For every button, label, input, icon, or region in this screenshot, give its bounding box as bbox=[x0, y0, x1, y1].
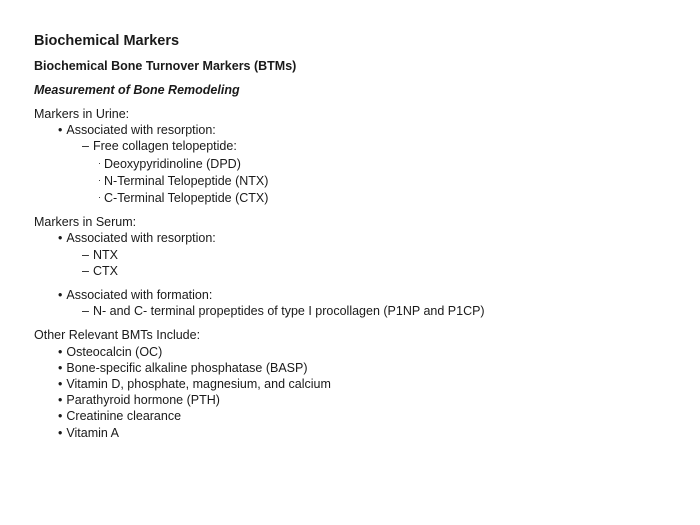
other-item-creatinine: Creatinine clearance bbox=[66, 409, 182, 424]
dash-marker: – bbox=[82, 263, 89, 278]
list-item bbox=[34, 172, 684, 189]
serum-resorption-label: Associated with resorption: bbox=[66, 231, 216, 246]
urine-item-ntx: N-Terminal Telopeptide (NTX) bbox=[104, 173, 269, 188]
page-title: Biochemical Markers bbox=[34, 33, 180, 49]
dash-marker: – bbox=[82, 247, 89, 262]
list-item bbox=[34, 138, 684, 154]
list-item bbox=[34, 247, 684, 263]
other-item-vitamin-d: Vitamin D, phosphate, magnesium, and calcium bbox=[66, 377, 331, 392]
other-heading: Other Relevant BMTs Include: bbox=[34, 328, 201, 343]
list-item bbox=[34, 392, 684, 408]
urine-resorption-label: Associated with resorption: bbox=[66, 123, 216, 138]
urine-heading: Markers in Urine: bbox=[34, 107, 130, 121]
bullet-marker: • bbox=[58, 123, 63, 138]
serum-formation-label: Associated with formation: bbox=[66, 288, 213, 303]
urine-item-dpd: Deoxypyridinoline (DPD) bbox=[104, 156, 241, 171]
other-item-vitamin-a: Vitamin A bbox=[66, 425, 119, 440]
urine-section bbox=[34, 106, 684, 206]
dash-marker: – bbox=[82, 304, 89, 319]
list-item bbox=[34, 303, 684, 319]
other-section bbox=[34, 327, 684, 440]
bullet-marker: • bbox=[58, 377, 63, 392]
list-item bbox=[34, 425, 684, 441]
serum-section bbox=[34, 214, 684, 319]
other-item-basp: Bone-specific alkaline phosphatase (BASP) bbox=[66, 360, 308, 375]
serum-heading: Markers in Serum: bbox=[34, 215, 137, 230]
list-item bbox=[34, 344, 684, 360]
serum-item-propeptides: N- and C- terminal propeptides of type I procollagen (P1NP and P1CP) bbox=[92, 304, 485, 319]
spacer bbox=[34, 279, 684, 287]
dash-marker: – bbox=[82, 139, 89, 154]
list-item bbox=[34, 263, 684, 279]
list-item bbox=[34, 287, 684, 303]
urine-item-ctx: C-Terminal Telopeptide (CTX) bbox=[104, 191, 269, 206]
page-subtitle: Biochemical Bone Turnover Markers (BTMs) bbox=[34, 59, 297, 73]
other-item-osteocalcin: Osteocalcin (OC) bbox=[66, 344, 163, 359]
bullet-marker: • bbox=[58, 393, 63, 408]
list-item bbox=[34, 376, 684, 392]
bullet-marker: • bbox=[58, 344, 63, 359]
section-heading: Measurement of Bone Remodeling bbox=[34, 83, 240, 97]
list-item bbox=[34, 155, 684, 172]
bullet-marker: • bbox=[58, 360, 63, 375]
bullet-marker: • bbox=[58, 231, 63, 246]
serum-item-ctx: CTX bbox=[92, 263, 118, 278]
dot-marker: · bbox=[98, 174, 101, 185]
list-item bbox=[34, 408, 684, 424]
bullet-marker: • bbox=[58, 288, 63, 303]
list-item bbox=[34, 230, 684, 246]
list-item bbox=[34, 189, 684, 206]
bullet-marker: • bbox=[58, 425, 63, 440]
dot-marker: · bbox=[98, 192, 101, 203]
dot-marker: · bbox=[98, 157, 101, 168]
other-item-pth: Parathyroid hormone (PTH) bbox=[66, 393, 220, 408]
list-item bbox=[34, 360, 684, 376]
document-page bbox=[34, 32, 684, 441]
urine-telopeptide-label: Free collagen telopeptide: bbox=[92, 139, 237, 154]
list-item bbox=[34, 122, 684, 138]
serum-item-ntx: NTX bbox=[92, 247, 118, 262]
bullet-marker: • bbox=[58, 409, 63, 424]
